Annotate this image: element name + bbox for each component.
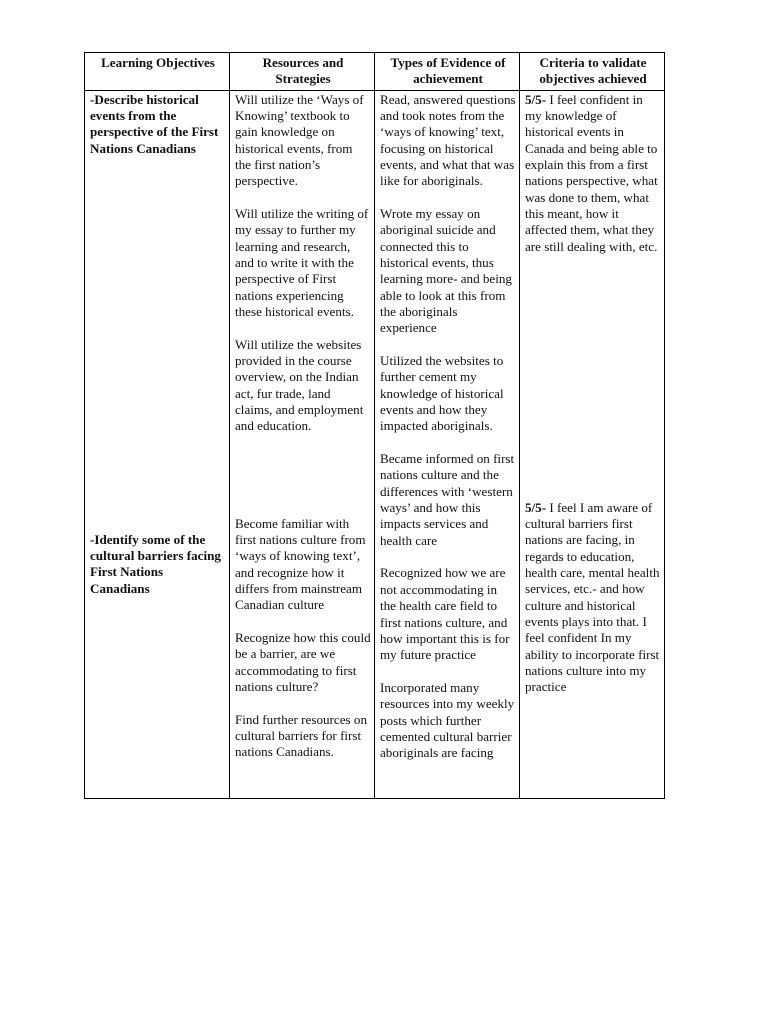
score-badge: 5/5- xyxy=(525,91,547,107)
evidence-item: Became informed on first nations culture and the differences with ‘western ways’ and how this impacts services and health care xyxy=(380,451,515,548)
table-row xyxy=(85,90,665,798)
criteria-1 xyxy=(525,92,661,255)
evidence-item: Incorporated many resources into my weekly posts which further cemented cultural barrier aboriginals are facing xyxy=(380,679,515,761)
resource-item: Find further resources on cultural barriers for first nations Canadians. xyxy=(235,711,367,760)
evidence-group xyxy=(380,92,516,762)
resources-group-1 xyxy=(235,92,371,435)
objective-1: -Describe historical events from the perspective of the First Nations Canadians xyxy=(90,91,219,156)
learning-contract-table xyxy=(84,52,665,799)
header-criteria: Criteria to validate objectives achieved xyxy=(520,53,665,91)
evidence-cell xyxy=(375,90,520,798)
evidence-item: Read, answered questions and took notes from the ‘ways of knowing’ text, focusing on historical events, and what that was like for aboriginals. xyxy=(380,91,516,189)
score-badge: 5/5- xyxy=(525,499,547,515)
resources-group-2 xyxy=(235,516,371,761)
criteria-text: I feel I am aware of cultural barriers first nations are facing, in regards to education, health care, mental health services, etc.- and how culture and historical events plays into that. I feel confident In my ability to incorporate first nations culture into my practice xyxy=(525,499,660,695)
evidence-item: Utilized the websites to further cement my knowledge of historical events and how they impacted aboriginals. xyxy=(380,353,504,434)
criteria-text: I feel confident in my knowledge of historical events in Canada and being able to explain this from a first nations perspective, what was done to them, what this meant, how it affected them, what they are still dealing with, etc. xyxy=(525,91,658,254)
objective-2: -Identify some of the cultural barriers facing First Nations Canadians xyxy=(90,531,221,596)
resource-item: Become familiar with first nations culture from ‘ways of knowing text’, and recognize how it differs from mainstream Canadian culture xyxy=(235,515,366,613)
header-row xyxy=(85,53,665,91)
objectives-cell xyxy=(85,90,230,798)
resource-item: Will utilize the websites provided in the course overview, on the Indian act, fur trade, land claims, and employment and education. xyxy=(235,336,364,434)
header-types-of-evidence: Types of Evidence of achievement xyxy=(375,53,520,91)
resource-item: Will utilize the ‘Ways of Knowing’ textbook to gain knowledge on historical events, from the first nation’s perspective. xyxy=(235,91,364,189)
criteria-cell xyxy=(520,90,665,798)
criteria-2 xyxy=(525,500,661,696)
header-learning-objectives: Learning Objectives xyxy=(85,53,230,91)
resource-item: Recognize how this could be a barrier, are we accommodating to first nations culture? xyxy=(235,630,371,695)
header-resources-strategies: Resources and Strategies xyxy=(230,53,375,91)
resources-cell xyxy=(230,90,375,798)
evidence-item: Recognized how we are not accommodating in the health care field to first nations culture, and how important this is for my future practice xyxy=(380,565,510,663)
evidence-item: Wrote my essay on aboriginal suicide and connected this to historical events, thus learning more- and being able to look at this from the aboriginals experience xyxy=(380,206,512,336)
resource-item: Will utilize the writing of my essay to further my learning and research, and to write it with the perspective of First nations experiencing these historical events. xyxy=(235,206,369,320)
